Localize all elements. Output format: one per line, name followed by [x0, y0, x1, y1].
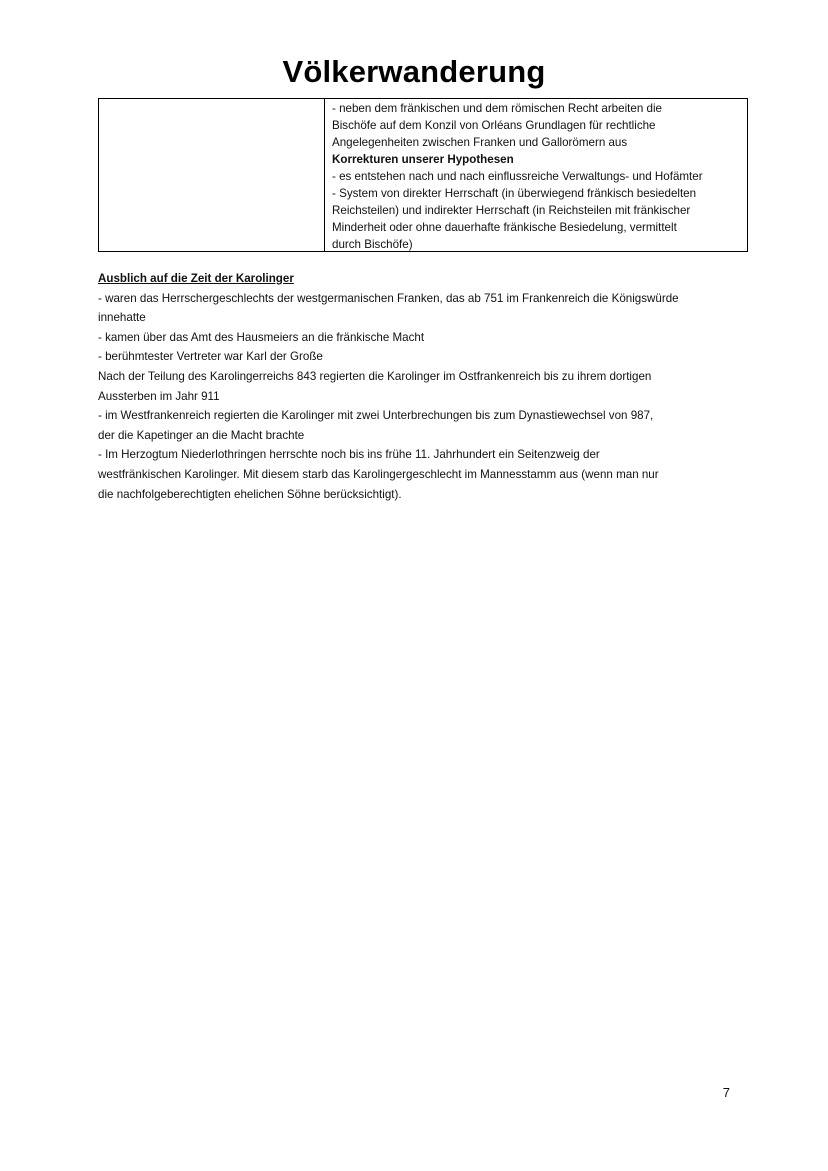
paragraph-line: - Im Herzogtum Niederlothringen herrschte noch bis ins frühe 11. Jahrhundert ein Seitenzweig der	[98, 448, 600, 462]
notes-table	[98, 98, 748, 252]
paragraph-line: - kamen über das Amt des Hausmeiers an die fränkische Macht	[98, 330, 425, 344]
karolinger-section	[98, 269, 738, 504]
table-line: durch Bischöfe)	[332, 238, 413, 251]
page-title: Völkerwanderung	[282, 54, 546, 89]
table-line: - System von direkter Herrschaft (in überwiegend fränkisch besiedelten	[332, 187, 697, 200]
table-cell-left	[99, 99, 325, 251]
table-line: - neben dem fränkischen und dem römischen Recht arbeiten die	[332, 102, 662, 115]
paragraph-line: die nachfolgeberechtigten ehelichen Söhne berücksichtigt).	[98, 487, 402, 501]
page-number: 7	[722, 1085, 730, 1100]
table-cell-right	[325, 99, 747, 251]
table-line: Angelegenheiten zwischen Franken und Gallorömern aus	[332, 136, 628, 149]
paragraph-line: Nach der Teilung des Karolingerreichs 843 regierten die Karolinger im Ostfrankenreich bis zu ihrem dortigen	[98, 369, 652, 383]
table-line: - es entstehen nach und nach einflussreiche Verwaltungs- und Hofämter	[332, 170, 703, 183]
paragraph-line: - waren das Herrschergeschlechts der westgermanischen Franken, das ab 751 im Frankenreich die Königswürde	[98, 291, 679, 305]
table-subheading: Korrekturen unserer Hypothesen	[332, 153, 514, 166]
paragraph-line: westfränkischen Karolinger. Mit diesem starb das Karolingergeschlecht im Mannesstamm aus (wenn man nur	[98, 467, 659, 481]
section-heading: Ausblich auf die Zeit der Karolinger	[98, 272, 294, 285]
paragraph-line: innehatte	[98, 311, 146, 325]
table-line: Reichsteilen) und indirekter Herrschaft (in Reichsteilen mit fränkischer	[332, 204, 691, 217]
paragraph-line: - berühmtester Vertreter war Karl der Große	[98, 350, 323, 364]
paragraph-line: - im Westfrankenreich regierten die Karolinger mit zwei Unterbrechungen bis zum Dynastiewechsel von 987,	[98, 409, 654, 423]
paragraph-line: Aussterben im Jahr 911	[98, 389, 220, 403]
table-line: Minderheit oder ohne dauerhafte fränkische Besiedelung, vermittelt	[332, 221, 677, 234]
paragraph-line: der die Kapetinger an die Macht brachte	[98, 428, 305, 442]
table-line: Bischöfe auf dem Konzil von Orléans Grundlagen für rechtliche	[332, 119, 656, 132]
